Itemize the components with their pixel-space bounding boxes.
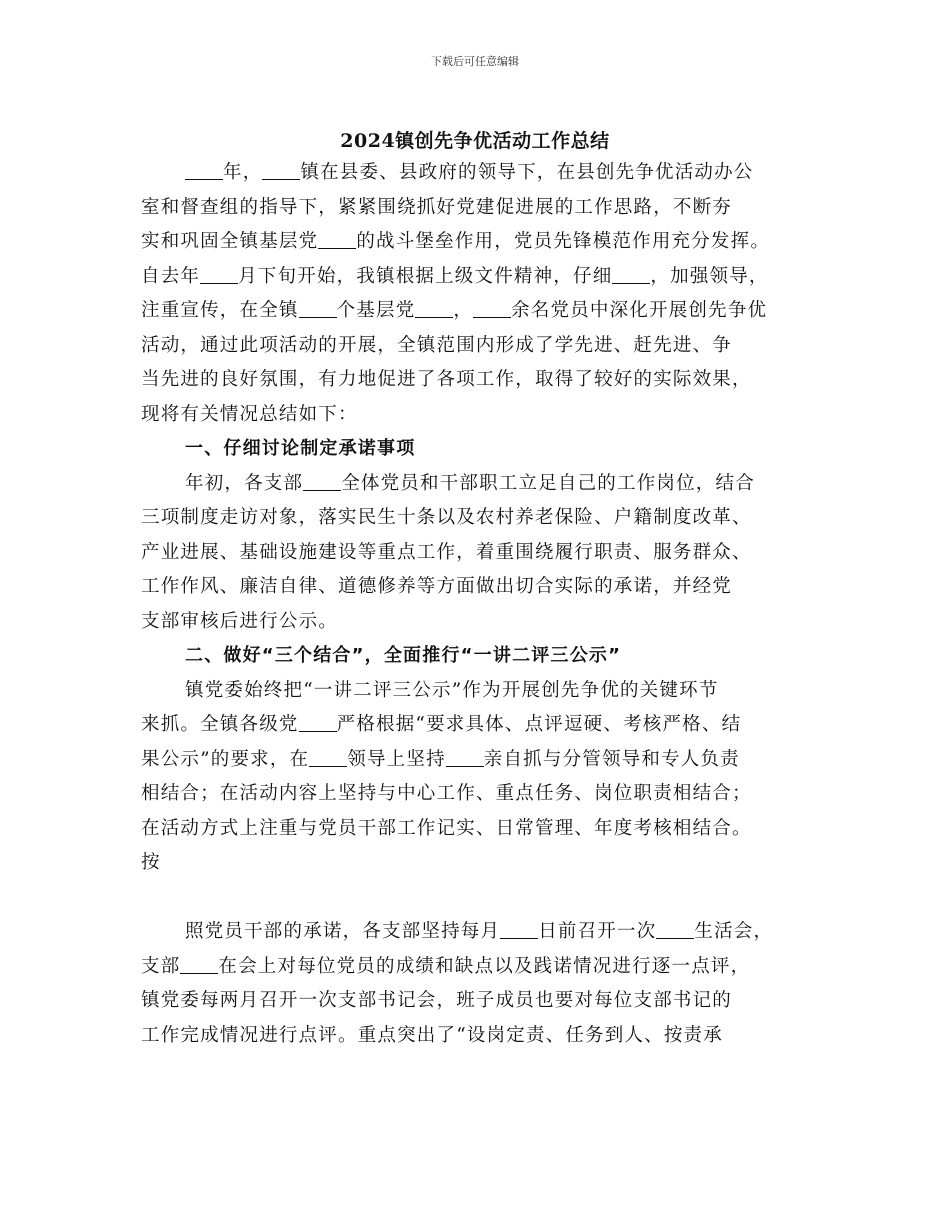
text-segment: 个基层党 [336,300,416,321]
fill-in-blank [299,713,337,732]
fill-in-blank [200,265,238,284]
text-segment: 相结合；在活动内容上坚持与中心工作、重点任务、岗位职责相结合； [141,783,752,804]
fill-in-blank [185,161,223,180]
fill-in-blank [415,299,453,318]
text-segment: 月下旬开始，我镇根据上级文件精神，仔细 [238,265,613,287]
text-segment: 工作完成情况进行点评。重点突出了“设岗定责、任务到人、按责承 [141,1024,723,1046]
text-line [141,1019,825,1054]
text-segment: 在活动方式上注重与党员干部工作记实、日常管理、年度考核相结合。 [141,817,752,839]
text-segment: 现将有关情况总结如下： [141,403,358,425]
text-segment: 自去年 [141,265,201,287]
fill-in-blank [180,955,218,974]
text-line [141,812,825,847]
text-segment: 全体党员和干部职工立足自己的工作岗位，结合 [341,472,755,494]
text-line [141,743,825,778]
fill-in-blank [446,748,484,767]
text-line [141,363,825,398]
fill-in-blank [262,161,300,180]
text-segment: 支部审核后进行公示。 [141,610,339,632]
text-line [141,846,825,881]
text-segment: 生活会， [694,921,774,942]
fill-in-blank [656,920,694,939]
document-body [141,156,825,1053]
text-segment: 活动，通过此项活动的开展，全镇范围内形成了学先进、赶先进、争 [141,334,733,356]
text-line [141,329,825,364]
fill-in-blank [318,230,356,249]
text-segment: 镇党委每两月召开一次支部书记会，班子成员也要对每位支部书记的 [141,990,733,1011]
text-segment: 余名党员中深化开展创先争优 [511,300,768,321]
text-segment: 按 [141,852,161,873]
section-heading [141,432,825,467]
text-segment: 支部 [141,955,181,977]
fill-in-blank [299,299,337,318]
text-segment: 在会上对每位党员的成绩和缺点以及践诺情况进行逐一点评， [218,955,751,977]
text-line [141,984,825,1019]
text-segment: 日前召开一次 [538,921,657,942]
text-line [141,294,825,329]
fill-in-blank [309,748,347,767]
text-segment: 注重宣传，在全镇 [141,300,299,321]
text-segment: 来抓。全镇各级党 [141,714,299,735]
text-line [141,536,825,571]
text-segment: 当先进的良好氛围，有力地促进了各项工作，取得了较好的实际效果， [141,369,752,390]
text-line [141,501,825,536]
fill-in-blank [303,472,341,491]
text-segment: 产业进展、基础设施建设等重点工作，着重围绕履行职责、服务群众、 [141,541,752,563]
text-segment: ， [453,300,474,321]
text-line [141,570,825,605]
text-line [141,260,825,295]
text-line [141,777,825,812]
fill-in-blank [500,920,538,939]
document-title: 2024镇创先争优活动工作总结 [340,130,610,152]
text-segment: 镇在县委、县政府的领导下，在县创先争优活动办公 [300,162,754,183]
header-note: 下载后可任意编辑 [431,55,519,68]
fill-in-blank [473,299,511,318]
text-line [141,605,825,640]
text-segment: 二、做好“三个结合”，全面推行“一讲二评三公示” [185,645,622,666]
text-segment: ，加强领导， [650,265,769,287]
text-segment: 一、仔细讨论制定承诺事项 [185,438,416,459]
text-segment: 严格根据“要求具体、点评逗硬、考核严格、结 [336,714,742,735]
text-line [141,225,825,260]
text-segment: 的战斗堡垒作用，党员先锋模范作用充分发挥。 [356,231,771,252]
text-line [141,915,825,950]
text-line [141,398,825,433]
text-segment: 室和督查组的指导下，紧紧围绕抓好党建促进展的工作思路，不断夯 [141,196,733,218]
text-segment: 工作作风、廉洁自律、道德修养等方面做出切合实际的承诺，并经党 [141,576,733,597]
text-segment: 镇党委始终把“一讲二评三公示”作为开展创先争优的关键环节 [185,679,719,701]
text-segment: 领导上坚持 [347,748,446,770]
text-segment: 实和巩固全镇基层党 [141,231,319,252]
text-segment: 果公示”的要求，在 [141,748,310,770]
text-line [141,156,825,191]
text-segment: 年初，各支部 [185,472,304,494]
section-heading [141,639,825,674]
text-line [141,191,825,226]
text-segment: 年， [223,162,263,183]
fill-in-blank [612,265,650,284]
text-line [141,950,825,985]
text-segment: 亲自抓与分管领导和专人负责 [483,748,740,770]
text-line [141,467,825,502]
text-segment: 三项制度走访对象，落实民生十条以及农村养老保险、户籍制度改革、 [141,507,752,528]
text-line [141,674,825,709]
text-segment: 照党员干部的承诺，各支部坚持每月 [185,921,501,942]
text-line [141,881,825,916]
text-line [141,708,825,743]
